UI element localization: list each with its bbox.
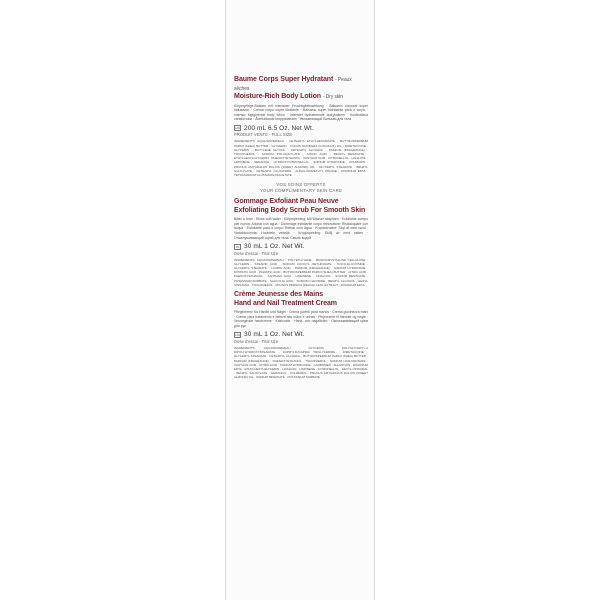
product-2-size-row xyxy=(234,243,368,250)
product-2-ingredients: INGREDIENTS: AQUA/WATER/EAU · POLYETHYLENE · MICROCRYSTALLINE CELLULOSE · GLYCERIN · STEARIC ACID · SODIUM COCOYL ISETHIONATE · COCO-GLUCOSIDE · GLYCERYL STEARATE · LAURIC ACID · PARFUM (FRAGRANCE) · SODIUM HYDROXIDE · MYRISTIC ACID · PALMITIC ACID · BUTYROSPERMUM PARKII (SHEA) BUTTER · CITRIC ACID · PHENOXYETHANOL · XANTHAN GUM · LIMONENE · LINALOOL · SODIUM BENZOATE · POTASSIUM SORBATE · SALICYLIC ACID · SODIUM CHLORIDE · BENZYL ALCOHOL · HEXYL CINNAMAL · TOCOPHEROL · PRUNUS PERSICA (PEACH) LEAF EXTRACT · DISODIUM EDTA xyxy=(234,257,368,287)
product-1 xyxy=(234,76,368,177)
product-2-description: Bitter à l'eau · Rinse with water · Körperpeeling: Mit Wasser abspülen · Exfoliante cuerpo piel nueva: Aclarar con agua · Gommage esfoliante corpo rinnovatore: Risciacquare con acqua · Esfoliante para o corpo: Retirar com água · Kropsskrubbe: Skyl af med vand · Vartalokuorinta: Huuhtele vedellä · Kroppspeeling: Skölj av med vatten · Отшелушивающий скраб для тела: Смыть водой xyxy=(234,217,368,240)
product-1-volume: 200 mL 6.5 Oz. Net Wt. xyxy=(244,124,314,132)
product-3-volume-note: Dose d'essai - Trial size xyxy=(234,338,279,344)
product-3-description: Pflegecreme für Hände und Nägel · Crema juvenil para manos · Crema giovinezza mani · Creme para tratamento e beleza das mãos e unhas · Plejecreme til hænder og negle · Verzorgende handcrème · Käsivoide · Hand- och nagelkräm · Омолаживающий крем для рук xyxy=(234,310,368,328)
product-1-description: Körperpflege-Balsam mit intensiver Feuchtigkeitswirkung · Bálsamo corporal super hidratante · Crema corpo super idratante · Bálsamo super hidratante para o corpo · Intensiv fugtgivende body lotion · Intensief hydraterende bodybalsem · Kosteuttava vartalovoide · Återfuktande kroppsbalsam · Увлажняющий бальзам для тела xyxy=(234,103,368,122)
product-1-ingredients: INGREDIENTS: AQUA/WATER/EAU · CETEARYL ETHYLHEXANOATE · BUTYROSPERMUM PARKII (SHEA) BUTTER · GLYCERIN · COCOS NUCIFERA (COCONUT) OIL · DIMETHICONE · GLYCERIN · BUTYLENE GLYCOL · CETEARYL ALCOHOL · PARFUM (FRAGRANCE) · TOCOPHEROL · SODIUM POLYACRYLATE · CITRIC ACID · BENZYL BENZOATE · ETHYLHEXYLGLYCERIN · PHENOXYETHANOL · XANTHAN GUM · CITRONELLOL · LINALOOL · LIMONENE · GERANIOL · HYDROXYCITRONELLAL · SODIUM HYDROXIDE · COUMARIN · PRUNUS AMYGDALUS DULCIS (SWEET ALMOND) OIL · GLYCERYL STEARATE · BENZYL SALICYLATE · CETEARYL GLUCOSIDE · ALPHA-ISOMETHYL IONONE · DISODIUM EDTA · TETRASODIUM GLUTAMATE DIACETATE xyxy=(234,139,368,177)
product-3 xyxy=(234,291,368,380)
product-3-size-row xyxy=(234,331,368,338)
gift-banner xyxy=(234,182,368,194)
product-2-title-en: Exfoliating Body Scrub For Smooth Skin xyxy=(234,206,366,214)
product-1-subtitle-fr: - Peaux sèches xyxy=(234,77,352,92)
product-3-title-fr: Crème Jeunesse des Mains xyxy=(234,291,324,299)
pao-jar-icon: 12M xyxy=(235,127,241,131)
pao-jar-icon: 6M xyxy=(235,245,240,249)
product-3-title-en: Hand and Nail Treatment Cream xyxy=(234,299,337,307)
product-3-volume: 30 mL 1 Oz. Net Wt. xyxy=(244,331,305,339)
product-3-ingredients: INGREDIENTS: AQUA/WATER/EAU · GLYCERIN · POLYGLYCERYL-2 DIPOLYHYDROXYSTEARATE · CAPRYLIC/CAPRIC TRIGLYCERIDE · DIMETHICONE · GLYCERYL STEARATE · CETEARYL ALCOHOL · BUTYROSPERMUM PARKII (SHEA) BUTTER · PARFUM (FRAGRANCE) · PHENOXYETHANOL · TOCOPHEROL · SODIUM HYALURONATE · XANTHAN GUM · CITRIC ACID · SODIUM HYDROXIDE · CARBOMER · ALLANTOIN · DISODIUM EDTA · ETHYLHEXYLGLYCERIN · LINALOOL · LIMONENE · CITRONELLOL · HEXYL CINNAMAL · BENZYL SALICYLATE · GERANIOL · COUMARIN · PRUNUS AMYGDALUS DULCIS (SWEET ALMOND) OIL · SODIUM BENZOATE · POTASSIUM SORBATE xyxy=(234,345,368,380)
product-1-title-en-text: Moisture-Rich Body Lotion xyxy=(234,93,321,100)
product-1-volume-note: PRODUIT VENTE - FULL SIZE xyxy=(234,132,293,138)
gift-banner-fr: VOS SOINS OFFERTS xyxy=(276,182,326,188)
product-1-subtitle-en: - Dry skin xyxy=(322,94,343,100)
pao-jar-icon: 12M xyxy=(235,333,241,337)
product-1-title-fr xyxy=(234,76,368,93)
product-2-title-fr: Gommage Exfoliant Peau Neuve xyxy=(234,198,339,206)
product-label-panel xyxy=(225,0,375,600)
product-2 xyxy=(234,198,368,287)
product-2-volume: 30 mL 1 Oz. Net Wt. xyxy=(244,243,305,251)
gift-banner-en: YOUR COMPLIMENTARY SKIN CARE xyxy=(259,188,343,194)
product-1-title-en xyxy=(234,93,368,102)
product-1-size-row xyxy=(234,125,368,132)
product-1-title-fr-text: Baume Corps Super Hydratant xyxy=(234,76,334,83)
product-2-volume-note: Dose d'essai - Trial size xyxy=(234,250,279,256)
